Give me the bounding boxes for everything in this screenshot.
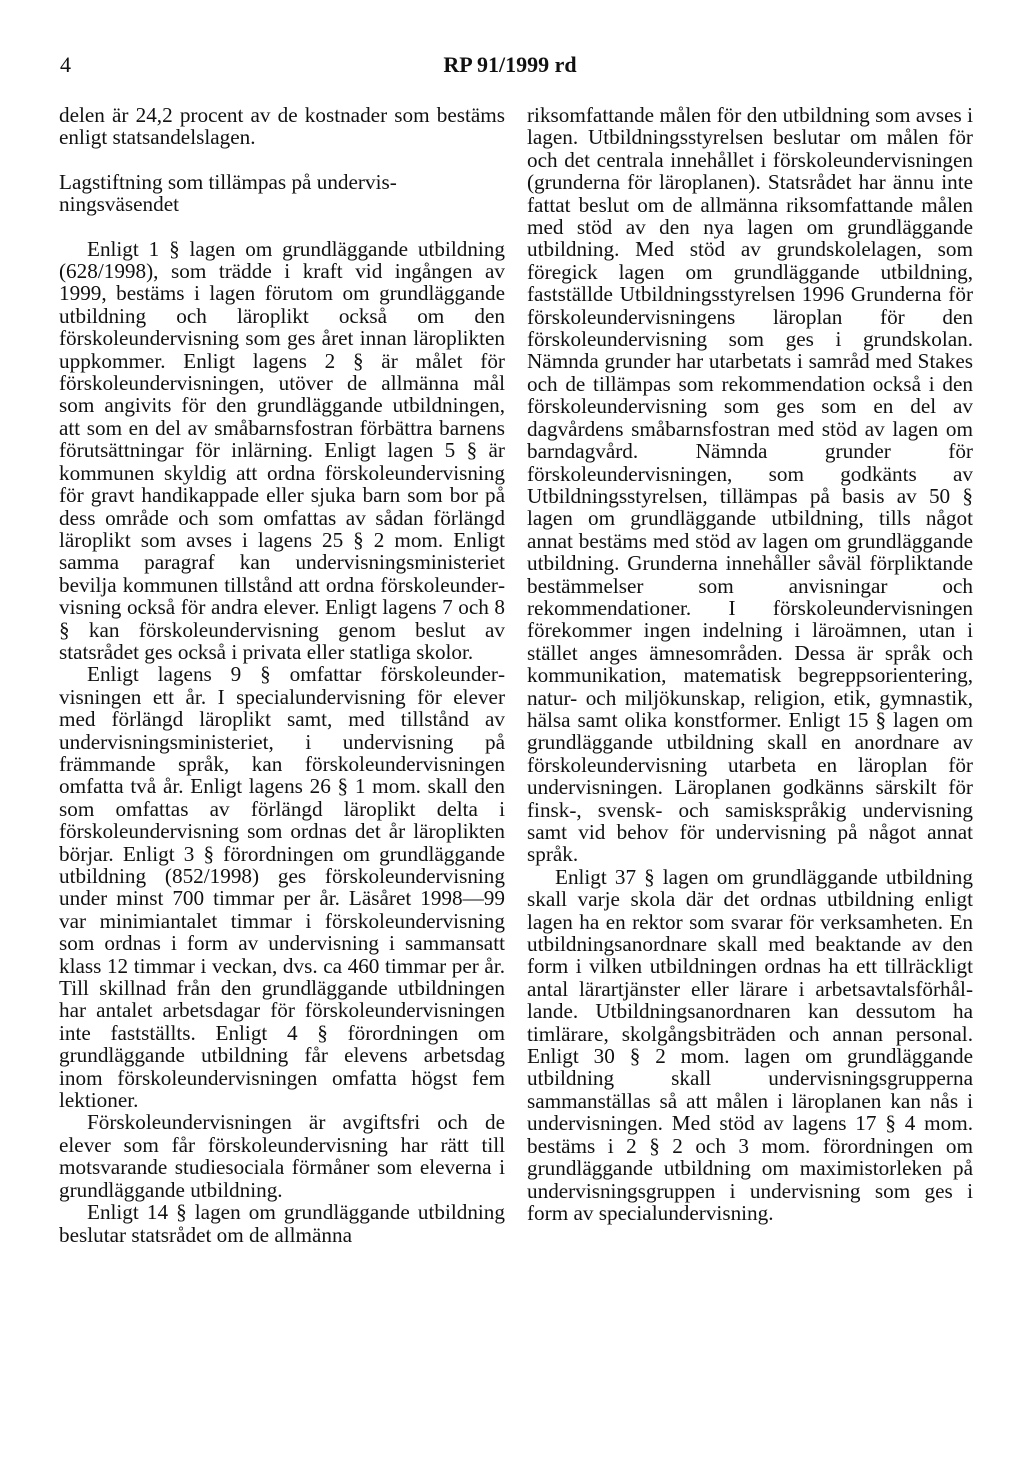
paragraph: Enligt 1 § lagen om grundläggande utbildning (628/1998), som trädde i kraft vid ingången av 1999, bestäms i lagen förutom om grundläggande utbildning och läroplikt också om den förskoleundervisning som ges året innan läroplikten uppkommer. Enligt lagens 2 § är målet för förskoleundervisningen, utöver de allmänna mål som angivits för den grundläggande utbildningen, att som en del av småbarnsfostran förbättra barnens förutsättningar för inlärning. Enligt lagen 5 § är kommunen skyldig att ordna förskoleundervisning för gravt handikappade eller sjuka barn som bor på dess område och som omfattas av sådan förlängd läroplikt som avses i lagens 25 § 2 mom. Enligt samma paragraf kan undervisningsministeriet bevilja kommunen tillstånd att ordna förskoleundervisning också för andra elever. Enligt lagens 7 och 8 § kan förskoleundervisning genom beslut av statsrådet ges också i privata eller statliga skolor. xyxy=(59,236,505,664)
running-title: RP 91/1999 rd xyxy=(443,52,577,77)
right-column xyxy=(527,104,973,1224)
paragraph: delen är 24,2 procent av de kostnader som bestäms enligt statsandelslagen. xyxy=(59,103,505,150)
paragraph: Enligt lagens 9 § omfattar förskoleundervisningen ett år. I specialundervisning för elever med förlängd läroplikt samt, med tillstånd av undervisningsministeriet, i undervisning på främmande språk, kan förskoleundervisningen omfatta två år. Enligt lagens 26 § 1 mom. skall den som omfattas av förlängd läroplikt delta i förskoleundervisning som ordnas det år läroplikten börjar. Enligt 3 § förordningen om grundläggande utbildning (852/1998) ges förskoleundervisning under minst 700 timmar per år. Läsåret 1998—99 var minimiantalet timmar i förskoleundervisning som ordnas i form av undervisning i sammansatt klass 12 timmar i veckan, dvs. ca 460 timmar per år. Till skillnad från den grundläggande utbildningen har antalet arbetsdagar för förskoleundervisningen inte fastställts. Enligt 4 § förordningen om grundläggande utbildning får elevens arbetsdag inom förskoleundervisningen omfatta högst fem lektioner. xyxy=(59,662,505,1113)
paragraph: riksomfattande målen för den utbildning som avses i lagen. Utbildningsstyrelsen beslutar om målen för och det centrala innehållet i förskoleundervisningen (grunderna för läroplanen). Statsrådet har ännu inte fattat beslut om de allmänna riksomfattande målen med stöd av den nya lagen om grundläggande utbildning. Med stöd av grundskolelagen, som föregick lagen om grundläggande utbildning, fastställde Utbildningsstyrelsen 1996 Grunderna för förskoleundervisningens läroplan för den förskoleundervisning som ges i grundskolan. Nämnda grunder har utarbetats i samråd med Stakes och de tillämpas som rekommendation också i den förskoleundervisning som ges som en del av dagvårdens småbarnsfostran med stöd av lagen om barndagvård. Nämnda grunder för förskoleundervisningen, som godkänts av Utbildningsstyrelsen, tillämpas på basis av 50 § lagen om grundläggande utbildning, tills något annat bestäms med stöd av lagen om grundläggande utbildning. Grunderna innehåller såväl förpliktande bestämmelser som anvisningar och rekommendationer. I förskoleundervisningen förekommer ingen indelning i läroämnen, utan i stället anges ämnesområden. Dessa är språk och kommunikation, matematisk begreppsorientering, natur- och miljökunskap, religion, etik, gymnastik, hälsa samt olika konstformer. Enligt 15 § lagen om grundläggande utbildning skall en anordnare av förskoleundervisning utarbeta en läroplan för undervisningen. Läroplanen godkänns särskilt för finsk-, svensk- och samiskspråkig undervisning samt vid behov för undervisning på något annat språk. xyxy=(527,103,973,867)
paragraph: Enligt 14 § lagen om grundläggande utbildning beslutar statsrådet om de allmänna xyxy=(59,1200,505,1247)
section-heading: Lagstiftning som tillämpas på undervisningsväsendet xyxy=(59,169,397,217)
paragraph: Enligt 37 § lagen om grundläggande utbildning skall varje skola där det ordnas utbildning enligt lagen ha en rektor som svarar för verksamheten. En utbildningsanordnare skall med beaktande av den form i vilken utbildningen ordnas ha ett tillräckligt antal lärartjänster eller lärare i arbetsavtalsförhållande. Utbildningsanordnaren kan dessutom ha timlärare, skolgångsbiträden och annan personal. Enligt 30 § 2 mom. lagen om grundläggande utbildning skall undervisningsgrupperna sammanställas så att målen i läroplanen kan nås i undervisningen. Med stöd av lagens 17 § 4 mom. bestäms i 2 § 2 och 3 mom. förordningen om grundläggande utbildning om maximistorleken på undervisningsgruppen i undervisning som ges i form av specialundervisning. xyxy=(527,864,973,1225)
page-header xyxy=(60,52,960,92)
page-number: 4 xyxy=(60,52,71,77)
left-column xyxy=(59,104,505,1246)
paragraph: Förskoleundervisningen är avgiftsfri och de elever som får förskoleundervisning har rätt till motsvarande studiesociala förmåner som eleverna i grundläggande utbildning. xyxy=(59,1110,505,1202)
